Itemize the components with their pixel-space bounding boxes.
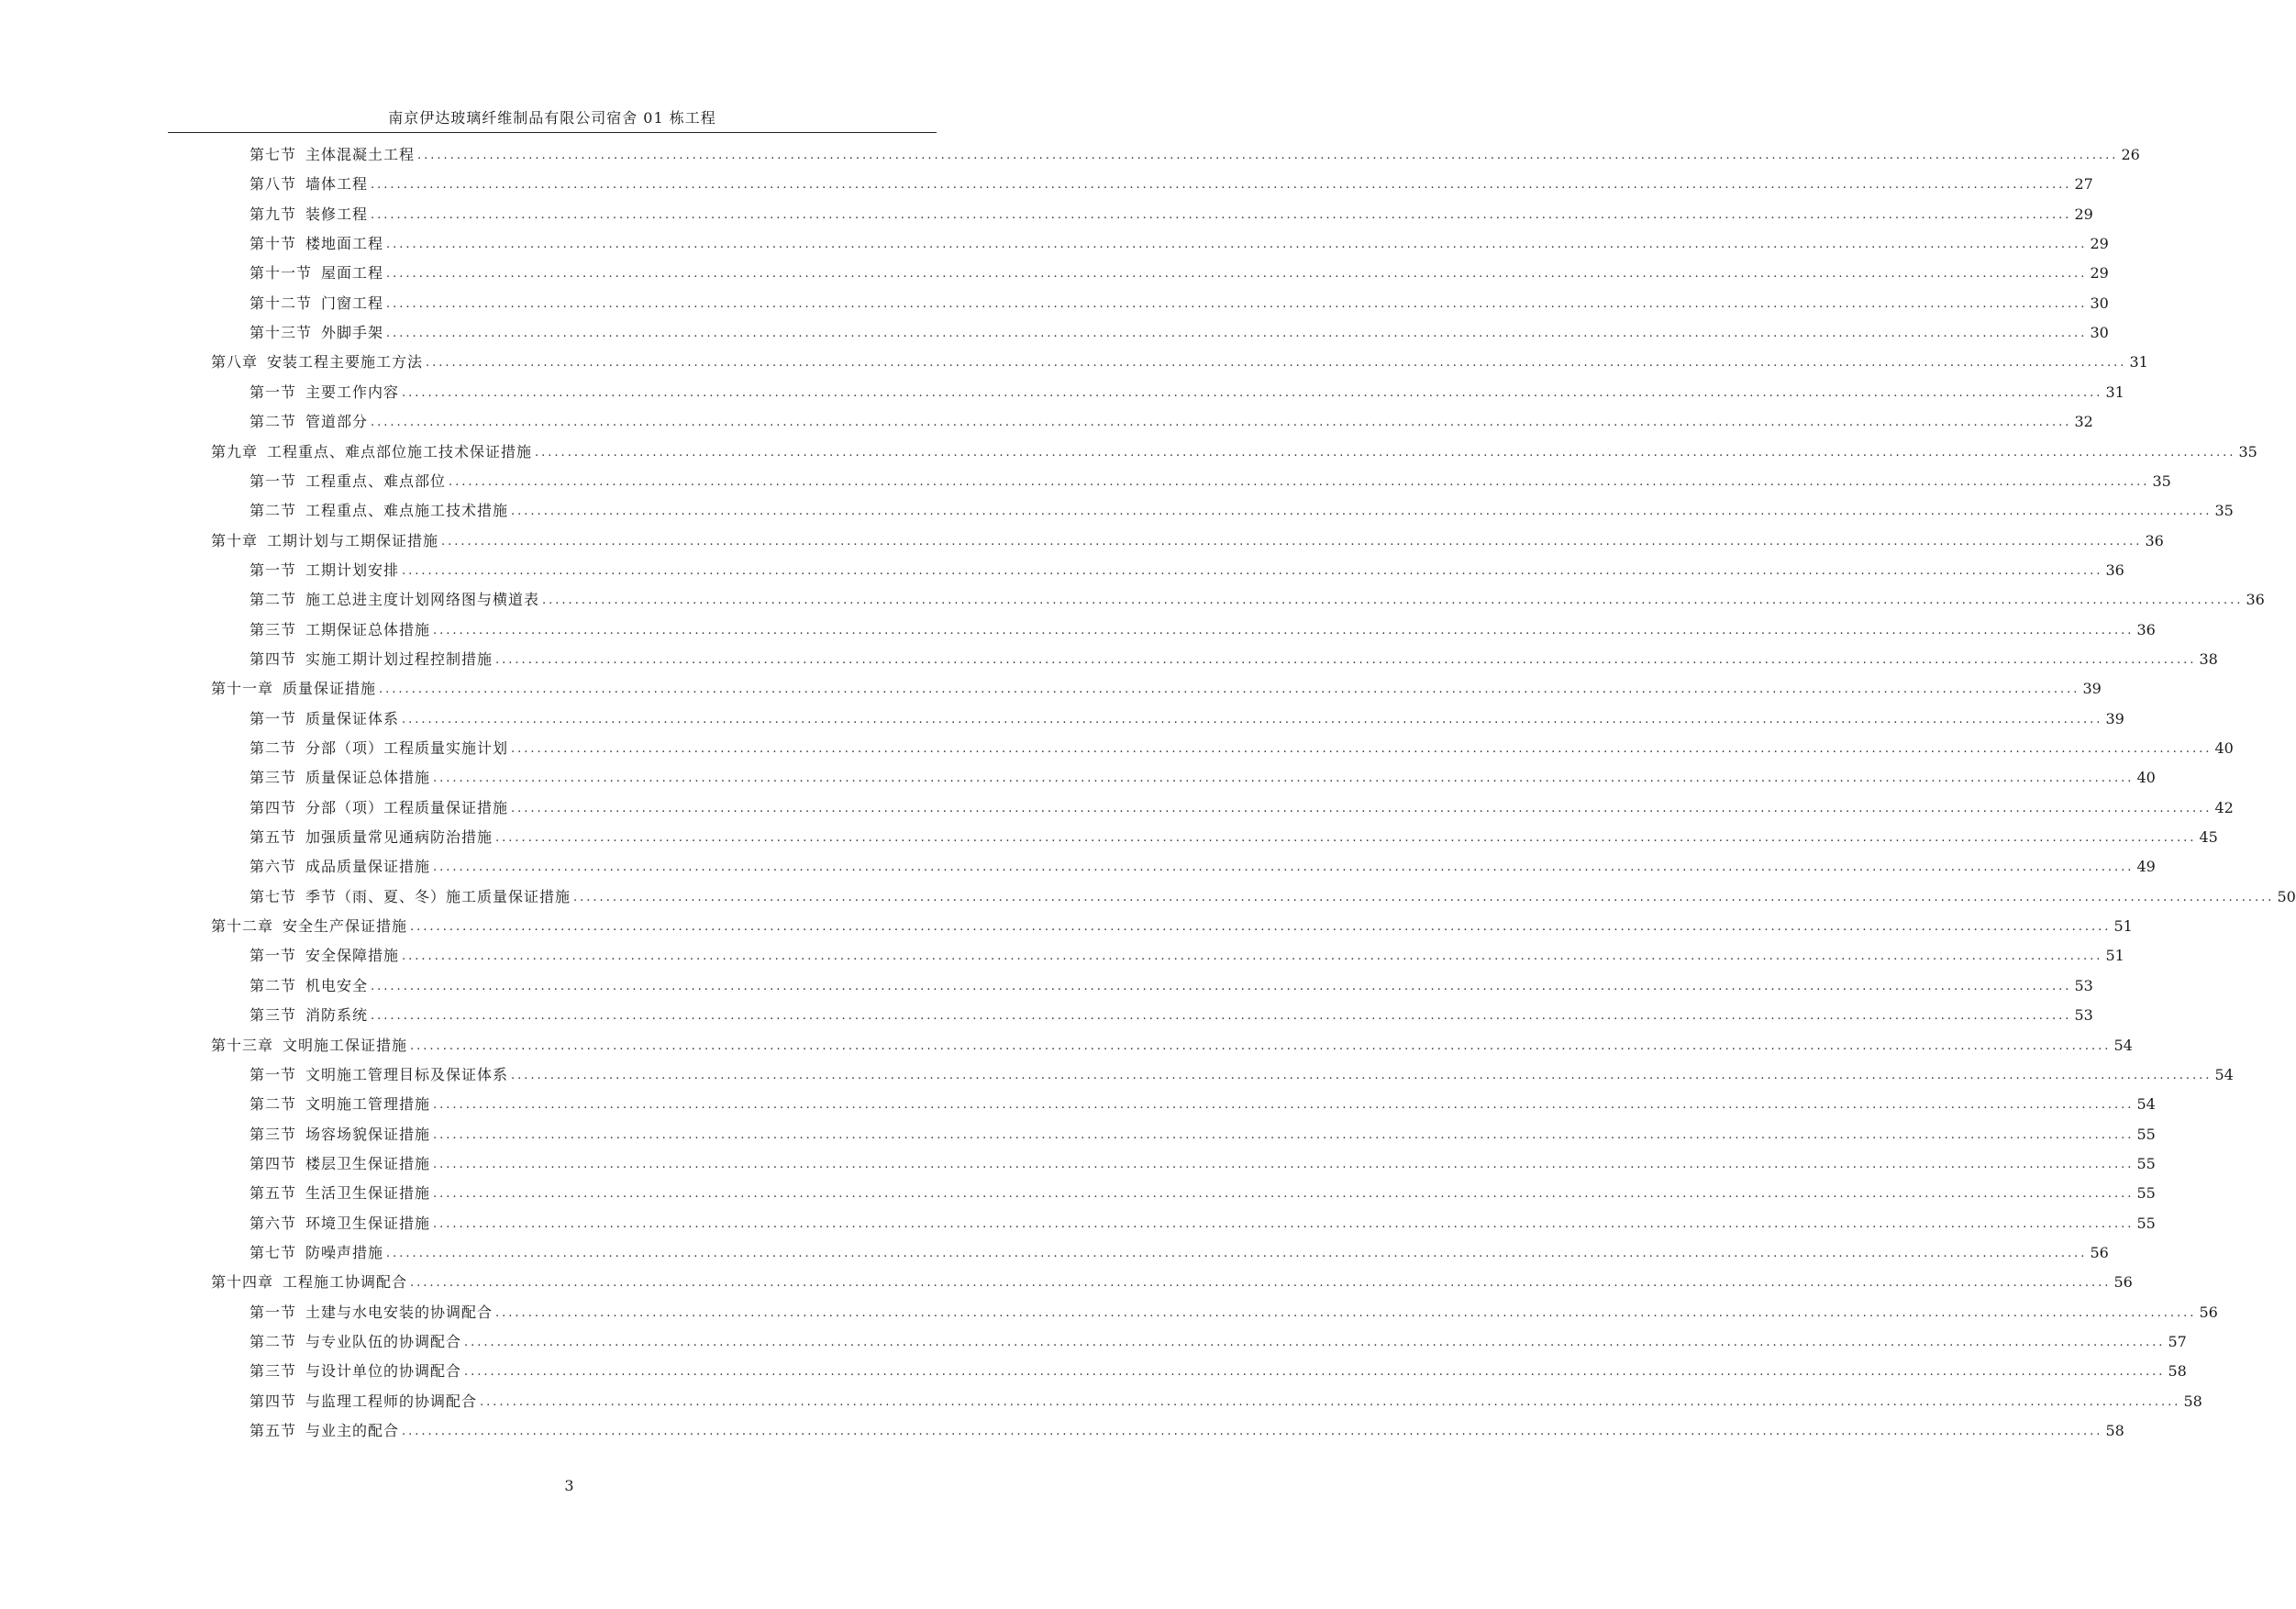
toc-dot-leader: .................................................................................................................................................................................................................................................................... bbox=[386, 238, 2088, 252]
toc-section-entry[interactable] bbox=[250, 1060, 2234, 1084]
toc-entry-label bbox=[250, 294, 383, 313]
toc-entry-label bbox=[250, 561, 399, 580]
toc-entry-title: 环境卫生保证措施 bbox=[305, 1214, 431, 1232]
toc-section-entry[interactable] bbox=[250, 705, 2124, 728]
toc-section-entry[interactable] bbox=[250, 318, 2109, 342]
toc-entry-number: 第一节 bbox=[250, 472, 297, 490]
toc-entry-number: 第四节 bbox=[250, 1392, 297, 1410]
toc-entry-page: 39 bbox=[2105, 709, 2124, 727]
toc-entry-label bbox=[250, 324, 383, 342]
toc-entry-title: 工程重点、难点施工技术措施 bbox=[305, 502, 509, 520]
toc-entry-number: 第一节 bbox=[250, 1303, 297, 1321]
toc-entry-title: 与设计单位的协调配合 bbox=[305, 1362, 462, 1381]
toc-entry-label bbox=[250, 621, 430, 639]
toc-entry-page: 30 bbox=[2090, 294, 2109, 312]
toc-entry-number: 第七节 bbox=[250, 887, 297, 905]
toc-entry-number: 第二节 bbox=[250, 976, 297, 994]
toc-entry-label bbox=[250, 175, 368, 194]
toc-entry-page: 51 bbox=[2113, 917, 2133, 936]
toc-section-entry[interactable] bbox=[250, 1416, 2124, 1440]
toc-entry-page: 29 bbox=[2090, 235, 2109, 253]
toc-dot-leader: .................................................................................................................................................................................................................................................................... bbox=[511, 742, 2213, 756]
toc-entry-number: 第十三节 bbox=[250, 324, 313, 342]
toc-dot-leader: .................................................................................................................................................................................................................................................................... bbox=[402, 712, 2103, 727]
toc-section-entry[interactable] bbox=[250, 941, 2124, 965]
toc-entry-page: 27 bbox=[2074, 175, 2093, 194]
toc-entry-page: 54 bbox=[2113, 1036, 2133, 1054]
toc-dot-leader: .................................................................................................................................................................................................................................................................... bbox=[386, 327, 2088, 341]
toc-entry-title: 消防系统 bbox=[305, 1006, 369, 1025]
toc-entry-label bbox=[250, 1006, 368, 1025]
toc-section-entry[interactable] bbox=[250, 585, 2265, 609]
toc-section-entry[interactable] bbox=[250, 645, 2218, 669]
toc-entry-label bbox=[250, 235, 383, 253]
toc-entry-page: 56 bbox=[2113, 1273, 2133, 1292]
toc-entry-number: 第三节 bbox=[250, 769, 297, 787]
toc-entry-label bbox=[211, 1273, 407, 1292]
toc-entry-label bbox=[250, 472, 446, 491]
toc-entry-label bbox=[211, 917, 407, 936]
toc-section-entry[interactable] bbox=[250, 1238, 2109, 1262]
toc-section-entry[interactable] bbox=[250, 1357, 2187, 1381]
toc-entry-number: 第二节 bbox=[250, 1095, 297, 1114]
toc-entry-page: 39 bbox=[2082, 680, 2102, 698]
toc-entry-label bbox=[250, 710, 399, 728]
toc-entry-number: 第二节 bbox=[250, 502, 297, 520]
toc-entry-number: 第五节 bbox=[250, 828, 297, 847]
toc-entry-title: 分部（项）工程质量实施计划 bbox=[305, 739, 509, 757]
toc-entry-page: 53 bbox=[2074, 1006, 2093, 1025]
toc-dot-leader: .................................................................................................................................................................................................................................................................... bbox=[464, 1336, 2166, 1349]
header-divider bbox=[168, 132, 937, 133]
toc-entry-title: 工程重点、难点部位施工技术保证措施 bbox=[267, 442, 533, 461]
toc-entry-title: 外脚手架 bbox=[321, 324, 384, 342]
toc-entry-title: 工程重点、难点部位 bbox=[305, 472, 447, 490]
toc-entry-number: 第二节 bbox=[250, 591, 297, 609]
toc-dot-leader: .................................................................................................................................................................................................................................................................... bbox=[371, 207, 2072, 222]
toc-entry-page: 56 bbox=[2199, 1303, 2218, 1321]
toc-entry-number: 第三节 bbox=[250, 620, 297, 638]
toc-dot-leader: .................................................................................................................................................................................................................................................................... bbox=[386, 1246, 2088, 1260]
toc-entry-page: 53 bbox=[2074, 976, 2093, 994]
toc-entry-label bbox=[250, 1393, 477, 1411]
toc-dot-leader: .................................................................................................................................................................................................................................................................... bbox=[386, 267, 2088, 282]
toc-entry-page: 58 bbox=[2105, 1422, 2124, 1440]
toc-dot-leader: .................................................................................................................................................................................................................................................................... bbox=[511, 1068, 2213, 1082]
toc-entry-page: 26 bbox=[2121, 146, 2140, 163]
toc-section-entry[interactable] bbox=[250, 496, 2234, 520]
toc-dot-leader: .................................................................................................................................................................................................................................................................... bbox=[433, 1157, 2135, 1171]
toc-entry-title: 分部（项）工程质量保证措施 bbox=[305, 798, 509, 816]
toc-entry-page: 54 bbox=[2136, 1095, 2156, 1114]
toc-entry-title: 工期保证总体措施 bbox=[305, 620, 431, 638]
toc-entry-label bbox=[250, 1184, 430, 1203]
toc-entry-page: 38 bbox=[2199, 649, 2218, 668]
toc-entry-title: 屋面工程 bbox=[321, 264, 384, 283]
toc-entry-title: 与监理工程师的协调配合 bbox=[305, 1392, 478, 1410]
toc-entry-label bbox=[250, 591, 539, 609]
toc-section-entry[interactable] bbox=[250, 407, 2093, 431]
toc-section-entry[interactable] bbox=[250, 1120, 2156, 1144]
toc-dot-leader: .................................................................................................................................................................................................................................................................... bbox=[402, 563, 2103, 578]
toc-entry-title: 与业主的配合 bbox=[305, 1422, 400, 1440]
toc-entry-page: 51 bbox=[2105, 947, 2124, 965]
toc-entry-number: 第二节 bbox=[250, 1333, 297, 1350]
toc-dot-leader: .................................................................................................................................................................................................................................................................... bbox=[535, 445, 2236, 460]
toc-dot-leader: .................................................................................................................................................................................................................................................................... bbox=[480, 1394, 2181, 1409]
toc-entry-label bbox=[250, 1155, 430, 1173]
toc-chapter-entry[interactable] bbox=[211, 674, 2102, 698]
toc-entry-number: 第五节 bbox=[250, 1422, 297, 1440]
toc-entry-number: 第一节 bbox=[250, 383, 297, 401]
toc-entry-label bbox=[250, 1126, 430, 1144]
toc-dot-leader: .................................................................................................................................................................................................................................................................... bbox=[426, 356, 2127, 371]
toc-dot-leader: .................................................................................................................................................................................................................................................................... bbox=[371, 178, 2072, 193]
toc-entry-page: 29 bbox=[2090, 264, 2109, 283]
toc-dot-leader: .................................................................................................................................................................................................................................................................... bbox=[511, 801, 2213, 816]
toc-chapter-entry[interactable] bbox=[211, 438, 2257, 461]
toc-entry-number: 第十一章 bbox=[211, 680, 274, 698]
toc-dot-leader: .................................................................................................................................................................................................................................................................... bbox=[402, 949, 2103, 964]
toc-entry-number: 第一节 bbox=[250, 1065, 297, 1083]
toc-section-entry[interactable] bbox=[250, 793, 2234, 817]
toc-dot-leader: .................................................................................................................................................................................................................................................................... bbox=[433, 771, 2135, 786]
toc-entry-title: 质量保证总体措施 bbox=[305, 769, 431, 787]
toc-entry-number: 第三节 bbox=[250, 1125, 297, 1143]
toc-entry-page: 55 bbox=[2136, 1154, 2156, 1172]
toc-entry-number: 第十节 bbox=[250, 235, 297, 253]
toc-entry-page: 58 bbox=[2183, 1392, 2202, 1410]
toc-entry-title: 加强质量常见通病防治措施 bbox=[305, 828, 494, 847]
toc-section-entry[interactable] bbox=[250, 467, 2171, 491]
toc-section-entry[interactable] bbox=[250, 823, 2218, 847]
toc-dot-leader: .................................................................................................................................................................................................................................................................... bbox=[441, 534, 2143, 549]
toc-entry-label bbox=[250, 858, 430, 876]
toc-dot-leader: .................................................................................................................................................................................................................................................................... bbox=[410, 1038, 2112, 1053]
toc-entry-label bbox=[250, 383, 399, 402]
toc-entry-page: 49 bbox=[2136, 858, 2156, 876]
toc-entry-number: 第十二章 bbox=[211, 917, 274, 936]
toc-entry-label bbox=[250, 828, 493, 847]
toc-entry-number: 第三节 bbox=[250, 1362, 297, 1381]
toc-entry-title: 生活卫生保证措施 bbox=[305, 1184, 431, 1203]
toc-dot-leader: .................................................................................................................................................................................................................................................................... bbox=[573, 890, 2275, 904]
toc-entry-page: 36 bbox=[2105, 560, 2124, 579]
toc-dot-leader: .................................................................................................................................................................................................................................................................... bbox=[542, 594, 2244, 608]
toc-section-entry[interactable] bbox=[250, 289, 2109, 313]
toc-entry-page: 31 bbox=[2129, 353, 2148, 372]
toc-entry-title: 主要工作内容 bbox=[305, 383, 400, 401]
toc-entry-number: 第十章 bbox=[211, 531, 259, 549]
toc-entry-page: 35 bbox=[2214, 502, 2234, 520]
toc-entry-number: 第十一节 bbox=[250, 264, 313, 283]
toc-entry-title: 安全保障措施 bbox=[305, 947, 400, 965]
toc-section-entry[interactable] bbox=[250, 556, 2124, 580]
toc-section-entry[interactable] bbox=[250, 1090, 2156, 1114]
toc-section-entry[interactable] bbox=[250, 1209, 2156, 1233]
toc-entry-number: 第一节 bbox=[250, 709, 297, 727]
toc-entry-label bbox=[250, 1422, 399, 1440]
toc-entry-label bbox=[250, 650, 493, 669]
toc-section-entry[interactable] bbox=[250, 1149, 2156, 1173]
toc-entry-number: 第十三章 bbox=[211, 1036, 274, 1054]
toc-entry-title: 季节（雨、夏、冬）施工质量保证措施 bbox=[305, 887, 571, 905]
toc-entry-label bbox=[250, 264, 383, 283]
toc-entry-label bbox=[250, 888, 571, 906]
toc-entry-title: 防噪声措施 bbox=[305, 1243, 384, 1261]
toc-entry-label bbox=[250, 146, 415, 164]
toc-section-entry[interactable] bbox=[250, 1001, 2093, 1025]
toc-dot-leader: .................................................................................................................................................................................................................................................................... bbox=[371, 1009, 2072, 1024]
toc-entry-number: 第九章 bbox=[211, 442, 259, 461]
toc-entry-number: 第六节 bbox=[250, 858, 297, 876]
toc-dot-leader: .................................................................................................................................................................................................................................................................... bbox=[511, 505, 2213, 519]
toc-section-entry[interactable] bbox=[250, 1298, 2218, 1322]
toc-entry-title: 文明施工保证措施 bbox=[283, 1036, 408, 1054]
toc-entry-page: 35 bbox=[2238, 442, 2257, 461]
toc-section-entry[interactable] bbox=[250, 734, 2234, 758]
toc-entry-title: 质量保证措施 bbox=[283, 680, 377, 698]
toc-entry-title: 楼层卫生保证措施 bbox=[305, 1154, 431, 1172]
toc-entry-label bbox=[211, 1037, 407, 1055]
toc-entry-number: 第八章 bbox=[211, 353, 259, 372]
toc-entry-title: 场容场貌保证措施 bbox=[305, 1125, 431, 1143]
toc-entry-label bbox=[250, 1304, 493, 1322]
toc-chapter-entry[interactable] bbox=[211, 912, 2133, 936]
toc-entry-title: 装修工程 bbox=[305, 205, 369, 223]
toc-entry-page: 55 bbox=[2136, 1184, 2156, 1203]
toc-entry-title: 文明施工管理目标及保证体系 bbox=[305, 1065, 509, 1083]
toc-dot-leader: .................................................................................................................................................................................................................................................................... bbox=[379, 682, 2080, 697]
toc-entry-title: 管道部分 bbox=[305, 413, 369, 431]
toc-entry-number: 第四节 bbox=[250, 798, 297, 816]
toc-entry-page: 57 bbox=[2168, 1333, 2187, 1350]
toc-section-entry[interactable] bbox=[250, 763, 2156, 787]
toc-dot-leader: .................................................................................................................................................................................................................................................................... bbox=[433, 860, 2135, 875]
toc-entry-label bbox=[250, 1244, 383, 1262]
toc-entry-page: 32 bbox=[2074, 413, 2093, 431]
toc-dot-leader: .................................................................................................................................................................................................................................................................... bbox=[495, 1305, 2197, 1320]
toc-entry-page: 29 bbox=[2074, 205, 2093, 223]
toc-dot-leader: .................................................................................................................................................................................................................................................................... bbox=[371, 416, 2072, 430]
toc-entry-label bbox=[250, 1095, 430, 1114]
toc-section-entry[interactable] bbox=[250, 200, 2093, 224]
toc-section-entry[interactable] bbox=[250, 378, 2124, 402]
toc-entry-number: 第二节 bbox=[250, 413, 297, 431]
toc-entry-title: 土建与水电安装的协调配合 bbox=[305, 1303, 494, 1321]
toc-entry-title: 楼地面工程 bbox=[305, 235, 384, 253]
toc-dot-leader: .................................................................................................................................................................................................................................................................... bbox=[449, 474, 2150, 489]
toc-entry-title: 成品质量保证措施 bbox=[305, 858, 431, 876]
toc-entry-label bbox=[211, 443, 532, 461]
toc-section-entry[interactable] bbox=[250, 971, 2093, 995]
toc-entry-number: 第四节 bbox=[250, 1154, 297, 1172]
toc-entry-page: 36 bbox=[2246, 591, 2265, 609]
toc-entry-page: 55 bbox=[2136, 1214, 2156, 1232]
toc-entry-label bbox=[250, 413, 368, 431]
toc-entry-title: 墙体工程 bbox=[305, 175, 369, 194]
toc-entry-title: 门窗工程 bbox=[321, 294, 384, 312]
toc-section-entry[interactable] bbox=[250, 1179, 2156, 1203]
toc-entry-label bbox=[211, 680, 376, 698]
toc-section-entry[interactable] bbox=[250, 1387, 2202, 1411]
toc-entry-number: 第一节 bbox=[250, 947, 297, 965]
toc-entry-page: 45 bbox=[2199, 828, 2218, 847]
toc-entry-title: 文明施工管理措施 bbox=[305, 1095, 431, 1114]
toc-entry-page: 36 bbox=[2136, 620, 2156, 638]
toc-entry-page: 56 bbox=[2090, 1243, 2109, 1261]
toc-entry-title: 与专业队伍的协调配合 bbox=[305, 1333, 462, 1350]
toc-section-entry[interactable] bbox=[250, 1327, 2187, 1351]
toc-dot-leader: .................................................................................................................................................................................................................................................................... bbox=[402, 1425, 2103, 1439]
toc-section-entry[interactable] bbox=[250, 229, 2109, 253]
toc-entry-title: 工期计划与工期保证措施 bbox=[267, 531, 439, 549]
toc-entry-label bbox=[250, 799, 508, 817]
toc-dot-leader: .................................................................................................................................................................................................................................................................... bbox=[433, 623, 2135, 638]
toc-dot-leader: .................................................................................................................................................................................................................................................................... bbox=[433, 1098, 2135, 1113]
toc-entry-title: 安装工程主要施工方法 bbox=[267, 353, 424, 372]
toc-entry-label bbox=[211, 532, 438, 550]
toc-entry-title: 质量保证体系 bbox=[305, 709, 400, 727]
toc-entry-title: 工期计划安排 bbox=[305, 560, 400, 579]
toc-entry-number: 第七节 bbox=[250, 146, 297, 163]
toc-entry-number: 第二节 bbox=[250, 739, 297, 757]
toc-entry-title: 机电安全 bbox=[305, 976, 369, 994]
toc-entry-number: 第一节 bbox=[250, 560, 297, 579]
toc-entry-number: 第七节 bbox=[250, 1243, 297, 1261]
toc-entry-title: 工程施工协调配合 bbox=[283, 1273, 408, 1292]
toc-entry-page: 42 bbox=[2214, 798, 2234, 816]
toc-entry-title: 安全生产保证措施 bbox=[283, 917, 408, 936]
toc-entry-label bbox=[250, 1215, 430, 1233]
toc-entry-label bbox=[250, 769, 430, 787]
toc-entry-page: 55 bbox=[2136, 1125, 2156, 1143]
toc-entry-label bbox=[250, 1333, 461, 1351]
toc-chapter-entry[interactable] bbox=[211, 1268, 2133, 1292]
toc-dot-leader: .................................................................................................................................................................................................................................................................... bbox=[410, 920, 2112, 935]
toc-entry-label bbox=[250, 502, 508, 520]
toc-dot-leader: .................................................................................................................................................................................................................................................................... bbox=[402, 385, 2103, 400]
toc-section-entry[interactable] bbox=[250, 852, 2156, 876]
toc-dot-leader: .................................................................................................................................................................................................................................................................... bbox=[495, 652, 2197, 667]
toc-entry-label bbox=[211, 353, 423, 372]
toc-entry-title: 施工总进主度计划网络图与横道表 bbox=[305, 591, 540, 609]
toc-section-entry[interactable] bbox=[250, 140, 2140, 164]
toc-entry-page: 40 bbox=[2136, 769, 2156, 787]
toc-entry-page: 30 bbox=[2090, 324, 2109, 342]
toc-entry-label bbox=[250, 1362, 461, 1381]
toc-chapter-entry[interactable] bbox=[211, 527, 2164, 550]
toc-entry-page: 54 bbox=[2214, 1065, 2234, 1083]
toc-entry-page: 50 bbox=[2277, 887, 2296, 905]
toc-entry-page: 36 bbox=[2145, 531, 2164, 549]
toc-section-entry[interactable] bbox=[250, 170, 2093, 194]
toc-chapter-entry[interactable] bbox=[211, 348, 2148, 372]
toc-entry-number: 第三节 bbox=[250, 1006, 297, 1025]
toc-entry-title: 实施工期计划过程控制措施 bbox=[305, 649, 494, 668]
toc-dot-leader: .................................................................................................................................................................................................................................................................... bbox=[433, 1187, 2135, 1202]
toc-dot-leader: .................................................................................................................................................................................................................................................................... bbox=[464, 1365, 2166, 1380]
toc-entry-page: 35 bbox=[2152, 472, 2171, 490]
toc-entry-label bbox=[250, 977, 368, 995]
toc-dot-leader: .................................................................................................................................................................................................................................................................... bbox=[417, 149, 2119, 162]
toc-entry-number: 第五节 bbox=[250, 1184, 297, 1203]
toc-section-entry[interactable] bbox=[250, 259, 2109, 283]
toc-dot-leader: .................................................................................................................................................................................................................................................................... bbox=[386, 296, 2088, 311]
toc-dot-leader: .................................................................................................................................................................................................................................................................... bbox=[433, 1127, 2135, 1142]
toc-entry-label bbox=[250, 205, 368, 224]
toc-entry-label bbox=[250, 739, 508, 758]
toc-entry-number: 第四节 bbox=[250, 649, 297, 668]
toc-dot-leader: .................................................................................................................................................................................................................................................................... bbox=[371, 979, 2072, 993]
toc-dot-leader: .................................................................................................................................................................................................................................................................... bbox=[495, 831, 2197, 846]
toc-entry-page: 40 bbox=[2214, 739, 2234, 757]
toc-dot-leader: .................................................................................................................................................................................................................................................................... bbox=[410, 1276, 2112, 1291]
document-header-title: 南京伊达玻璃纤维制品有限公司宿舍 01 栋工程 bbox=[388, 109, 716, 127]
toc-entry-page: 31 bbox=[2105, 383, 2124, 401]
toc-section-entry[interactable] bbox=[250, 882, 2296, 906]
toc-entry-number: 第六节 bbox=[250, 1214, 297, 1232]
page-number: 3 bbox=[564, 1477, 574, 1494]
toc-entry-label bbox=[250, 947, 399, 965]
toc-dot-leader: .................................................................................................................................................................................................................................................................... bbox=[433, 1216, 2135, 1231]
toc-chapter-entry[interactable] bbox=[211, 1031, 2133, 1055]
toc-entry-number: 第九节 bbox=[250, 205, 297, 223]
toc-section-entry[interactable] bbox=[250, 616, 2156, 639]
toc-entry-number: 第十四章 bbox=[211, 1273, 274, 1292]
toc-entry-page: 58 bbox=[2168, 1362, 2187, 1381]
toc-entry-label bbox=[250, 1066, 508, 1084]
toc-entry-title: 主体混凝土工程 bbox=[305, 146, 416, 163]
toc-entry-number: 第十二节 bbox=[250, 294, 313, 312]
toc-entry-number: 第八节 bbox=[250, 175, 297, 194]
